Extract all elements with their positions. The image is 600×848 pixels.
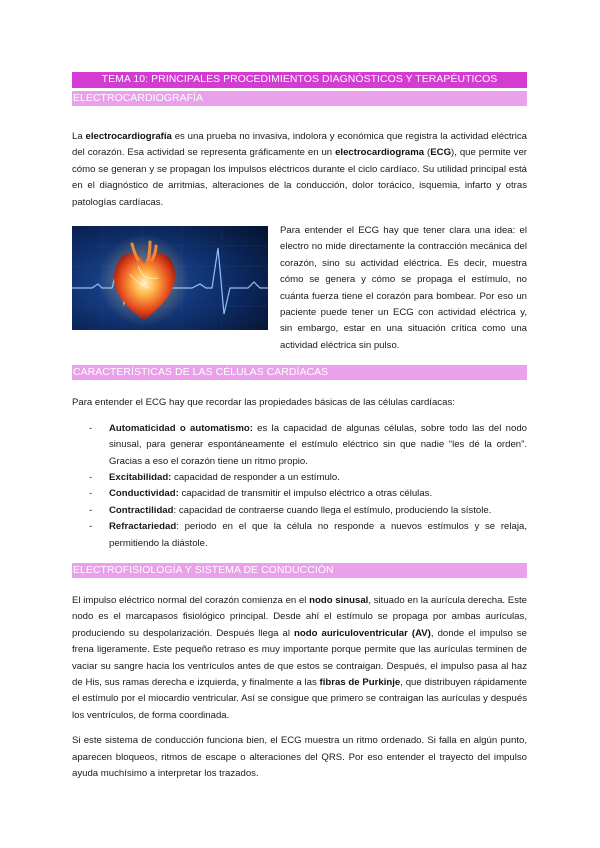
list-item-term: Excitabilidad: [109,471,172,483]
list-item-text: capacidad de responder a un estímulo. [171,471,340,483]
list-item [72,519,527,552]
image-text-block [72,223,527,354]
bold-term: ECG [430,147,452,159]
bold-term: fibras de Purkinje [319,676,401,688]
list-item [72,470,527,486]
document-page [72,72,527,782]
text-run: es una prueba no invasiva, indolora y económica que registra la actividad eléctrica del corazón. Esa actividad se representa gráficamente en un [72,131,527,159]
bold-term: nodo sinusal [309,594,369,606]
list-item [72,503,527,519]
text-run: La [72,131,86,142]
document-title: TEMA 10: PRINCIPALES PROCEDIMIENTOS DIAGNÓSTICOS Y TERAPÉUTICOS [72,72,527,88]
ecg-explanation-paragraph: Para entender el ECG hay que tener clara una idea: el electro no mide directamente la contracción mecánica del corazón, sino su actividad eléctrica. Es decir, muestra cómo se genera y cómo se propaga el estímulo, no cuánta fuerza tiene el corazón para bombear. Por eso un paciente puede tener un ECG con actividad eléctrica y, sin embargo, estar en una situación crítica como una actividad eléctrica sin pulso. [280,225,527,351]
list-item-term: Automaticidad o automatismo: [109,422,253,434]
list-item-text: : periodo en el que la célula no responde a nuevos estímulos y se relaja, permitiendo la diástole. [109,521,527,549]
text-run: El impulso eléctrico normal del corazón comienza en el [72,594,310,606]
list-item [72,486,527,502]
text-run: , que distribuyen rápidamente el estímulo por el miocardio ventricular. Así se consigue que primero se contraigan las aurículas y después los ventrículos, de forma coordinada. [72,676,527,721]
list-item [72,421,527,470]
bold-term: electrocardiografía [85,131,172,142]
list-item-term: Contractilidad [109,504,174,516]
text-run: ( [424,147,431,159]
section-heading-electrocardiografia: ELECTROCARDIOGRAFÍA [72,91,527,106]
text-run: , donde el impulso se frena ligeramente. Este pequeño retraso es muy importante porque permite que las aurículas terminen de vaciar su sangre hacia los ventrículos antes de que estos se contraigan. Después, el impulso pasa al haz de His, sus ramas derecha e izquierda, y finalmente a las [72,627,527,688]
conduction-summary-paragraph: Si este sistema de conducción funciona bien, el ECG muestra un ritmo ordenado. Si falla en algún punto, aparecen bloqueos, ritmos de escape o alteraciones del QRS. Por eso entender el trayecto del impulso ayuda muchísimo a interpretar los trazados. [72,735,527,779]
intro-paragraph [72,129,527,211]
bold-term: nodo auriculoventricular (AV) [294,627,431,639]
properties-list [72,421,527,552]
heart-ecg-illustration [72,226,268,330]
list-item-text: : capacidad de contraerse cuando llega el estímulo, produciendo la sístole. [173,504,492,516]
properties-intro: Para entender el ECG hay que recordar las propiedades básicas de las células cardíacas: [72,397,455,409]
text-run: ), que permite ver cómo se generan y se propagan los impulsos eléctricos durante el ciclo cardíaco. Su utilidad principal está en el diagnóstico de arritmias, alteraciones de la conducción, dolor torácico, isquemia, infarto y otras patologías cardíacas. [72,147,527,208]
conduction-paragraph [72,593,527,724]
heart-icon [72,226,268,330]
section-heading-electrofisiologia: ELECTROFISIOLOGÍA Y SISTEMA DE CONDUCCIÓN [72,563,527,578]
text-run: , situado en la aurícula derecha. Este nodo es el marcapasos fisiológico principal. Desde ahí el estímulo se propaga por ambas aurículas, produciendo su despolarización. Después llega al [72,594,528,639]
section-heading-caracteristicas: CARACTERÍSTICAS DE LAS CÉLULAS CARDÍACAS [72,365,527,380]
list-item-text: es la capacidad de algunas células, sobre todo las del nodo sinusal, para generar espontáneamente el estímulo eléctrico sin que nadie “les dé la orden”. Gracias a eso el corazón tiene un ritmo propio. [109,422,527,467]
list-item-term: Conductividad: [109,488,179,500]
list-item-term: Refractariedad [109,521,177,533]
bold-term: electrocardiograma [335,147,425,159]
list-item-text: capacidad de transmitir el impulso eléctrico a otras células. [178,488,433,500]
